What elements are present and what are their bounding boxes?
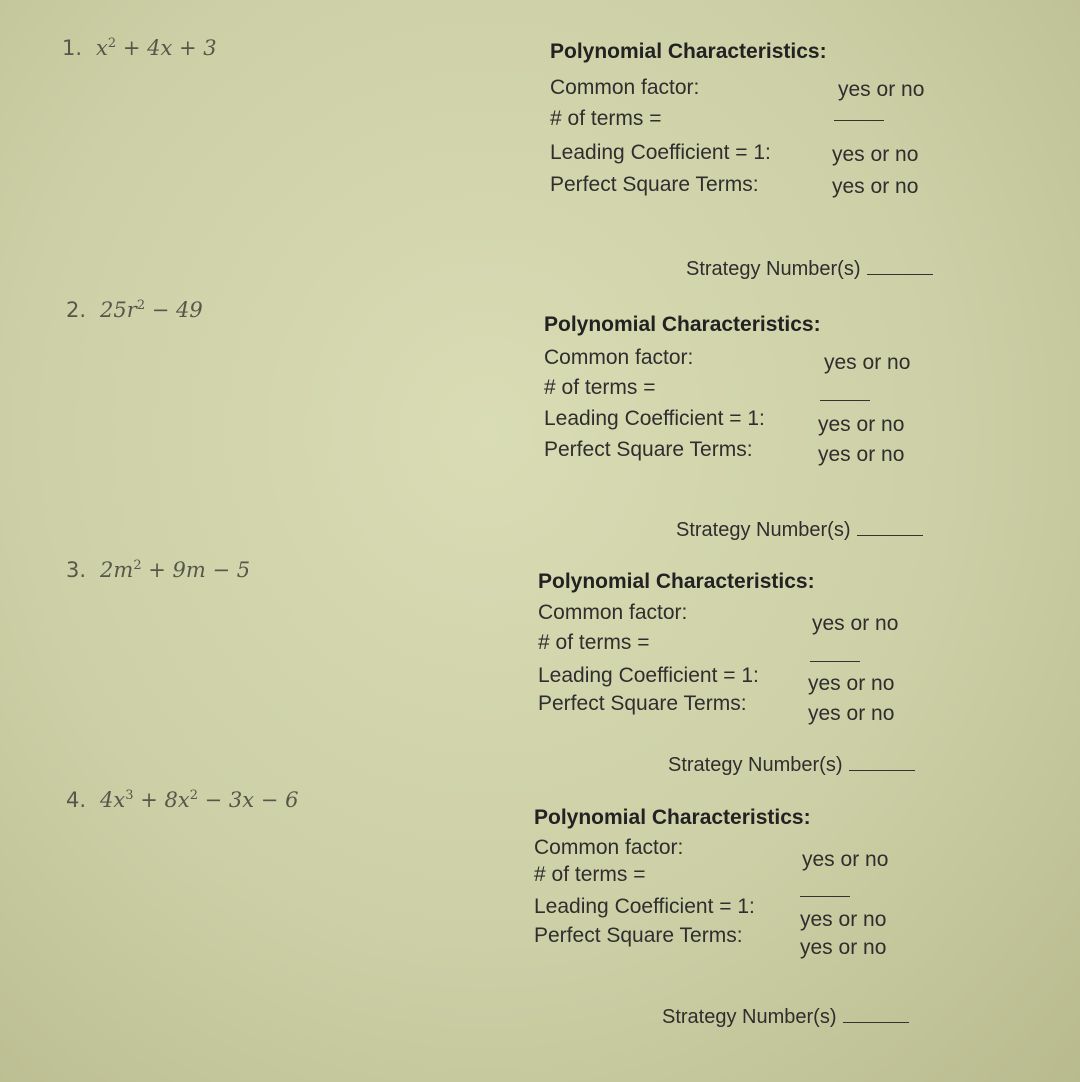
strategy-blank <box>857 535 923 536</box>
perfect-square-choice: yes or no <box>818 443 905 466</box>
perfect-square-label: Perfect Square Terms: <box>538 692 747 715</box>
card-title: Polynomial Characteristics: <box>544 313 821 336</box>
card-title: Polynomial Characteristics: <box>534 806 811 829</box>
problem-1 <box>62 36 217 60</box>
terms-blank <box>810 661 860 662</box>
strategy-label: Strategy Number(s) <box>686 258 861 280</box>
leading-coefficient-choice: yes or no <box>808 672 895 695</box>
common-factor-label: Common factor: <box>544 346 694 369</box>
characteristics-card-1 <box>550 40 950 300</box>
perfect-square-choice: yes or no <box>832 175 919 198</box>
leading-coefficient-label: Leading Coefficient = 1: <box>534 895 755 918</box>
leading-coefficient-choice: yes or no <box>800 908 887 931</box>
perfect-square-label: Perfect Square Terms: <box>544 438 753 461</box>
common-factor-choice: yes or no <box>812 612 899 635</box>
common-factor-label: Common factor: <box>550 76 700 99</box>
common-factor-label: Common factor: <box>534 836 684 859</box>
leading-coefficient-label: Leading Coefficient = 1: <box>538 664 759 687</box>
strategy-blank <box>849 770 915 771</box>
strategy-label: Strategy Number(s) <box>662 1006 837 1028</box>
leading-coefficient-label: Leading Coefficient = 1: <box>544 407 765 430</box>
leading-coefficient-choice: yes or no <box>818 413 905 436</box>
problem-expression: $2m^2 + 9m - 5$ <box>100 558 251 582</box>
problem-number: 1. <box>62 36 83 60</box>
common-factor-choice: yes or no <box>802 848 889 871</box>
problem-expression: $4x^3 + 8x^2 - 3x - 6$ <box>100 788 299 812</box>
strategy-number <box>668 754 915 777</box>
problem-number: 3. <box>66 558 87 582</box>
problem-expression: $25r^2 - 49$ <box>100 298 203 322</box>
terms-blank <box>834 120 884 121</box>
characteristics-card-4 <box>534 806 934 1066</box>
terms-blank <box>800 896 850 897</box>
strategy-blank <box>867 274 933 275</box>
terms-label: # of terms = <box>550 107 662 130</box>
common-factor-choice: yes or no <box>824 351 911 374</box>
common-factor-choice: yes or no <box>838 78 925 101</box>
problem-expression: $x^2 + 4x + 3$ <box>96 36 217 60</box>
perfect-square-label: Perfect Square Terms: <box>550 173 759 196</box>
common-factor-label: Common factor: <box>538 601 688 624</box>
strategy-number <box>686 258 933 281</box>
characteristics-card-3 <box>538 570 938 830</box>
strategy-label: Strategy Number(s) <box>676 519 851 541</box>
leading-coefficient-label: Leading Coefficient = 1: <box>550 141 771 164</box>
strategy-blank <box>843 1022 909 1023</box>
characteristics-card-2 <box>544 313 944 573</box>
strategy-number <box>676 519 923 542</box>
problem-number: 4. <box>66 788 87 812</box>
card-title: Polynomial Characteristics: <box>550 40 827 63</box>
terms-blank <box>820 400 870 401</box>
terms-label: # of terms = <box>538 631 650 654</box>
terms-label: # of terms = <box>544 376 656 399</box>
terms-label: # of terms = <box>534 863 646 886</box>
card-title: Polynomial Characteristics: <box>538 570 815 593</box>
problem-2 <box>66 298 203 322</box>
perfect-square-choice: yes or no <box>800 936 887 959</box>
perfect-square-choice: yes or no <box>808 702 895 725</box>
leading-coefficient-choice: yes or no <box>832 143 919 166</box>
problem-3 <box>66 558 250 582</box>
problem-number: 2. <box>66 298 87 322</box>
strategy-number <box>662 1006 909 1029</box>
perfect-square-label: Perfect Square Terms: <box>534 924 743 947</box>
strategy-label: Strategy Number(s) <box>668 754 843 776</box>
problem-4 <box>66 788 298 812</box>
